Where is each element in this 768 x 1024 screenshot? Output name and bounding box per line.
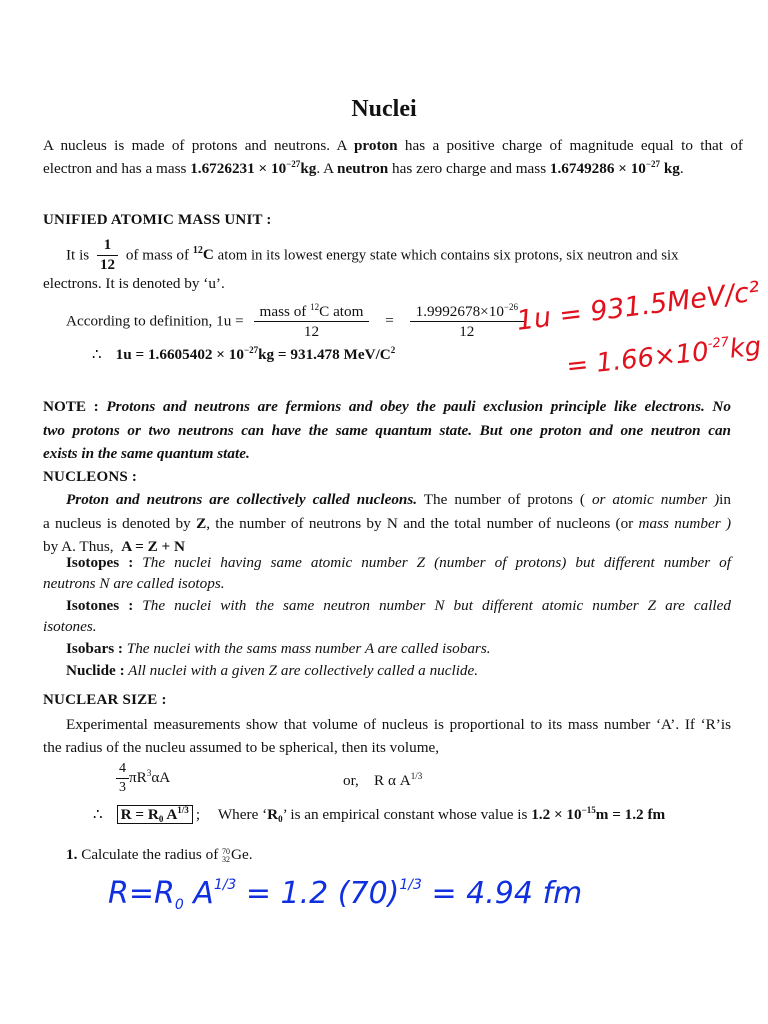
handwritten-solution: $R=R_0$ $A^{1/3} = 1.2$ $(70)^{1/3} = 4.94$ fm xyxy=(108,876,583,913)
amu-formula: According to definition, 1u = $\frac{mass of ^{12}C atom}{12}$ = $\frac{1.9992678\times 10^{-26}}{12}$ xyxy=(66,302,586,342)
amu-definition: It is $\frac{1}{12}$ of mass of $^{12}$C atom in its lowest energy state which contains six protons, six neutron and six xyxy=(66,237,679,273)
isotopes-definition-cont: neutrons N are called isotops. xyxy=(43,575,225,592)
germanium-isotope-indices: 70 32 xyxy=(222,846,231,864)
one-twelfth-fraction: $\frac{1}{12}$ xyxy=(97,236,118,275)
intro-text: . A xyxy=(316,159,338,177)
numeric-fraction: $\frac{1.9992678\times 10^{-26}}{12}$ xyxy=(410,302,524,341)
amu-denoted: electrons. It is denoted by ‘u’. xyxy=(43,275,225,292)
amu-result: ∴ $1u = 1.6605402 \times 10^{-27}kg = 931.478$ MeV/$C^2$ xyxy=(92,345,396,363)
intro-paragraph: A nucleus is made of protons and neutrons. A proton has a positive charge of magnitude equal to that of electron and has a mass $1.6726231 \times 10^{-27}kg$. A neutron has zero charge and mass $1.6749286 \times 10^{-27}$ kg. xyxy=(43,137,743,177)
nucleons-heading: NUCLEONS : xyxy=(43,469,138,485)
volume-expression: $\frac{4}{3}$ $\pi R^3\alpha A$ xyxy=(116,760,170,800)
question-1: 1. Calculate the radius of 70 32 Ge. xyxy=(66,846,253,864)
nucleons-paragraph: Proton and neutrons are collectively called nucleons. The number of protons ( or atomic number )in a nucleus is denoted by Z, the number of neutrons by N and the total number of nucleons (or mass number ) by A. Thus, A = Z + N xyxy=(43,491,731,555)
proton-mass: $1.6726231 \times 10^{-27}kg$ xyxy=(190,158,317,177)
proton-term: proton xyxy=(353,137,398,154)
nuclear-size-heading: NUCLEAR SIZE : xyxy=(43,692,167,708)
handwritten-note-amu: 1u = 931.5MeV/c² xyxy=(515,276,762,337)
radius-formula-line: ∴ $R = R_0$ $A^{1/3}$ ; Where ‘$R_0$’ is an empirical constant whose value is $1.2 \times 10^{-15}m = 1.2$ fm xyxy=(93,805,666,824)
page-title: Nuclei xyxy=(351,96,417,122)
amu-heading: UNIFIED ATOMIC MASS UNIT : xyxy=(43,212,272,228)
intro-text: A nucleus is made of protons and neutrons. A xyxy=(43,137,354,154)
isotones-definition: Isotones : The nuclei with the same neutron number N but different atomic number Z are called xyxy=(66,597,731,614)
isobars-definition: Isobars : The nuclei with the sams mass number A are called isobars. xyxy=(66,640,491,657)
note-label: NOTE : xyxy=(43,398,99,415)
intro-text: has a positive charge of magnitude equal to that of xyxy=(397,137,743,154)
nuclide-definition: Nuclide : All nuclei with a given Z are collectively called a nuclide. xyxy=(66,662,479,679)
intro-text: electron and has a mass xyxy=(43,159,191,177)
mass-c-atom-fraction: $\frac{mass of ^{12}C atom}{12}$ xyxy=(254,302,370,341)
carbon-12: $^{12}$C xyxy=(192,245,214,264)
nuclear-size-paragraph: Experimental measurements show that volume of nucleus is proportional to its mass number ‘A’. If ‘R’is the radius of the nucleu assumed to be spherical, then its volume, xyxy=(43,716,731,756)
radius-formula-box: $R = R_0$ $A^{1/3}$ xyxy=(117,805,193,824)
intro-text: has zero charge and mass xyxy=(388,159,550,177)
neutron-term: neutron xyxy=(337,159,389,177)
proportionality: or, R α $A^{1/3}$ xyxy=(343,771,423,789)
isotopes-definition: Isotopes : The nuclei having same atomic number Z (number of protons) but different number of xyxy=(66,554,731,571)
handwritten-note-kg: = $1.66\times 10^{-27}kg$ xyxy=(565,331,763,382)
note-paragraph: NOTE : Protons and neutrons are fermions and obey the pauli exclusion principle like electrons. No two protons or two neutrons can have the same quantum state. But one proton and one neutron can exists in the same quantum state. xyxy=(43,398,731,462)
mass-number-equation: A = Z + N xyxy=(121,538,185,555)
neutron-mass: $1.6749286 \times 10^{-27}$ kg xyxy=(549,158,680,177)
isotones-definition-cont: isotones. xyxy=(43,618,97,635)
